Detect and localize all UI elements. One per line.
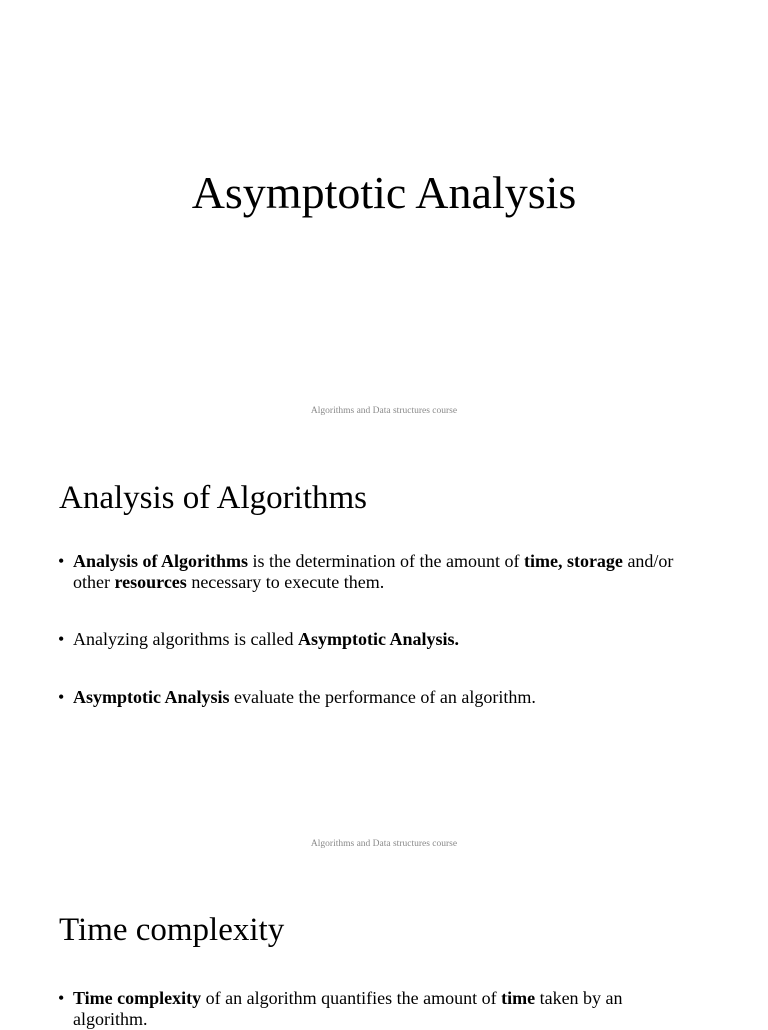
text-run: evaluate the performance of an algorithm. bbox=[229, 687, 536, 707]
text-run: necessary to execute them. bbox=[186, 572, 385, 592]
bullet-text bbox=[73, 551, 698, 593]
bold-term: Time complexity bbox=[73, 988, 202, 1008]
bullet-dot: • bbox=[58, 551, 65, 571]
bullet-dot: • bbox=[58, 629, 65, 649]
slide-title-analysis-of-algorithms: Analysis of Algorithms bbox=[59, 480, 368, 516]
bold-term: resources bbox=[114, 572, 187, 592]
slide-footer: Algorithms and Data structures course bbox=[310, 406, 458, 416]
bullet-item bbox=[58, 551, 698, 593]
bullet-dot: • bbox=[58, 988, 65, 1008]
text-run: taken by an algorithm. bbox=[73, 988, 623, 1029]
text-run: of an algorithm quantifies the amount of bbox=[201, 988, 502, 1008]
bullet-text bbox=[73, 629, 698, 650]
bullet-dot: • bbox=[58, 687, 65, 707]
slide-footer: Algorithms and Data structures course bbox=[310, 839, 458, 849]
bold-term: Asymptotic Analysis bbox=[73, 687, 230, 707]
text-run: and/or other bbox=[73, 551, 674, 592]
bold-term: Asymptotic Analysis. bbox=[297, 629, 459, 649]
bullet-text bbox=[73, 687, 698, 708]
bold-term: time, storage bbox=[523, 551, 623, 571]
bullet-item bbox=[58, 629, 698, 650]
text-run: Analyzing algorithms is called bbox=[73, 629, 298, 649]
text-run: is the determination of the amount of bbox=[248, 551, 524, 571]
bold-term: time bbox=[501, 988, 536, 1008]
slide-title-time-complexity: Time complexity bbox=[59, 912, 285, 948]
slide-title-asymptotic-analysis: Asymptotic Analysis bbox=[191, 167, 577, 218]
bullet-item bbox=[58, 687, 698, 708]
bold-term: Analysis of Algorithms bbox=[73, 551, 249, 571]
